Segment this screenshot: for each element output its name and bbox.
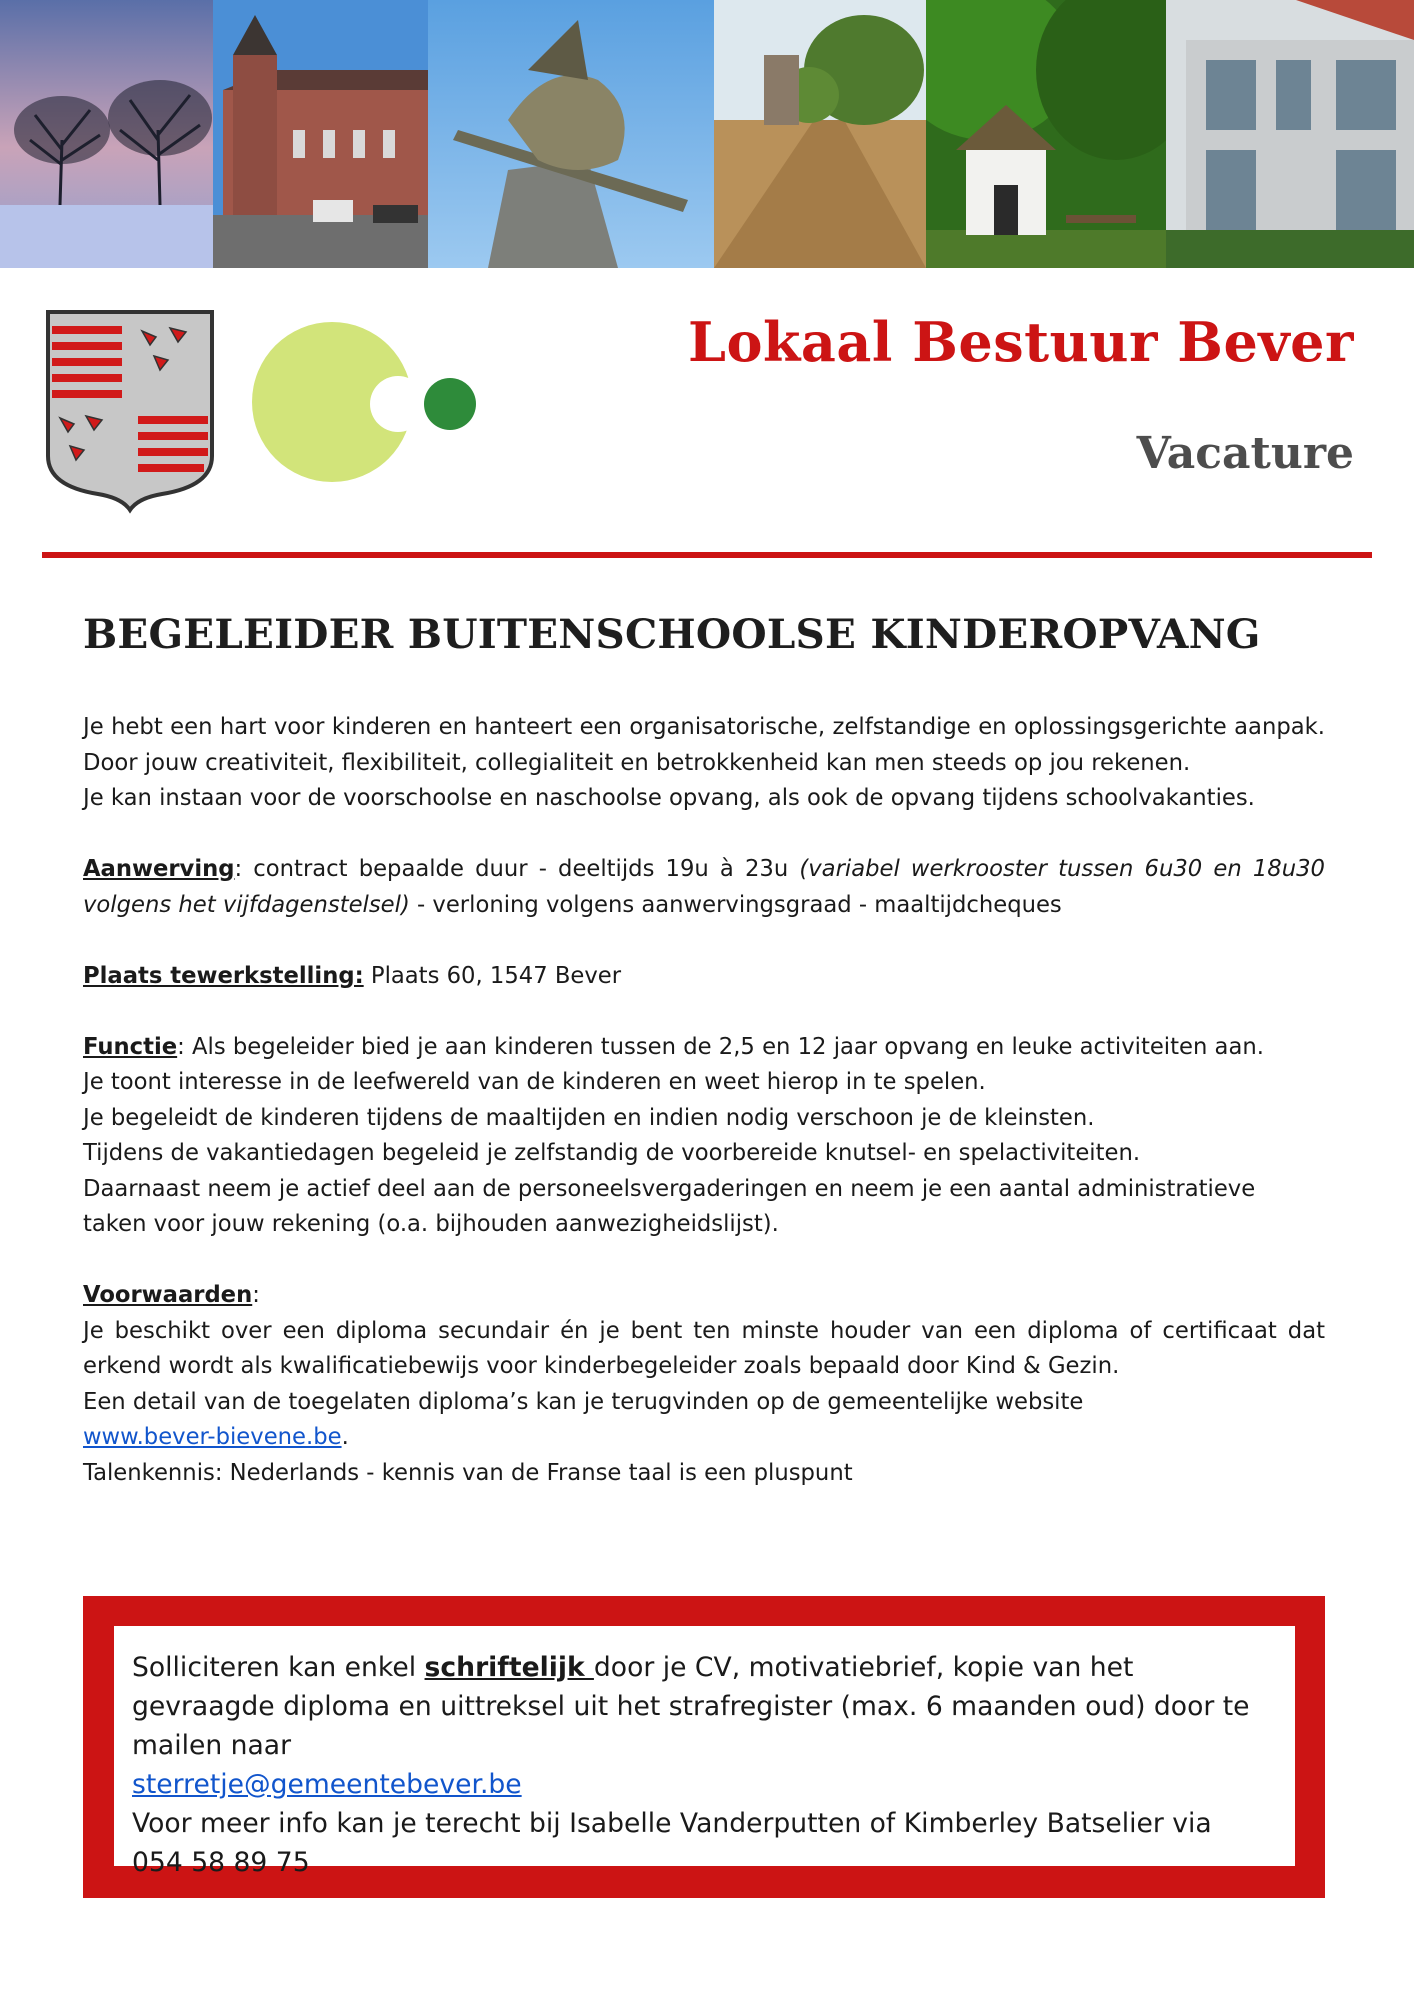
- apply-box: [114, 1626, 1295, 1878]
- intro-paragraph: Je hebt een hart voor kinderen en hanteert een organisatorische, zelfstandige en oplossingsgerichte aanpak. Door jouw creativiteit, flexibiliteit, collegialiteit en betrokkenheid kan men steeds op jou rekenen.: [83, 714, 1325, 776]
- plaats-text: Plaats 60, 1547 Bever: [363, 962, 622, 989]
- website-link[interactable]: www.bever-bievene.be: [83, 1424, 342, 1450]
- witch-statue-photo: [428, 0, 714, 268]
- plaats-label: Plaats tewerkstelling:: [83, 962, 364, 989]
- apply-text-b: door je CV, motivatiebrief, kopie van het gevraagde diploma en uittreksel uit het strafregister (max. 6 maanden oud) door te mailen naar: [132, 1652, 1250, 1761]
- aanwerving-paragraph: [83, 852, 1325, 923]
- document-type: Vacature: [1136, 428, 1354, 479]
- voorwaarden-diploma: Je beschikt over een diploma secundair én je bent ten minste houder van een diploma of certificaat dat erkend wordt als kwalificatiebewijs voor kinderbegeleider zoals bepaald door Kind & Gezin.: [83, 1317, 1325, 1379]
- windmill-field-photo: [714, 0, 926, 268]
- header-divider: [42, 552, 1372, 558]
- functie-label: Functie: [83, 1033, 178, 1060]
- functie-line: Je toont interesse in de leefwereld van de kinderen en weet hierop in te spelen.: [83, 1069, 986, 1095]
- voorwaarden-label: Voorwaarden: [83, 1282, 253, 1308]
- website-period: .: [341, 1424, 349, 1450]
- chapel-photo: [926, 0, 1166, 268]
- language-requirement: Talenkennis: Nederlands - kennis van de Franse taal is een pluspunt: [83, 1459, 853, 1486]
- vacancy-content: [83, 610, 1325, 1491]
- functie-line: : Als begeleider bied je aan kinderen tussen de 2,5 en 12 jaar opvang en leuke activiteiten aan.: [177, 1033, 1264, 1060]
- work-schedule-note: (variabel werkrooster tussen 6u30 en 18u30 volgens het vijfdagenstelsel): [83, 856, 1325, 918]
- voorwaarden-heading: [83, 1278, 1325, 1314]
- plaats-paragraph: [83, 959, 1325, 995]
- contact-info: Voor meer info kan je terecht bij Isabelle Vanderputten of Kimberley Batselier via: [132, 1808, 1212, 1839]
- winter-trees-photo: [0, 0, 213, 268]
- bever-logo-icon: [250, 312, 480, 492]
- apply-written-emphasis: schriftelijk: [424, 1652, 594, 1683]
- functie-line: Daarnaast neem je actief deel aan de personeelsvergaderingen en neem je een aantal administratieve taken voor jouw rekening (o.a. bijhouden aanwezigheidslijst).: [83, 1175, 1256, 1237]
- org-title: Lokaal Bestuur Bever: [688, 310, 1354, 374]
- contact-phone: 054 58 89 75: [132, 1847, 310, 1878]
- job-title: BEGELEIDER BUITENSCHOOLSE KINDEROPVANG: [83, 610, 1261, 658]
- email-link[interactable]: sterretje@gemeentebever.be: [132, 1769, 522, 1800]
- voorwaarden-website-row: [83, 1420, 1325, 1456]
- church-photo: [213, 0, 428, 268]
- apply-text-a: Solliciteren kan enkel: [132, 1652, 425, 1683]
- town-hall-photo: [1166, 0, 1414, 268]
- functie-line: Je begeleidt de kinderen tijdens de maaltijden en indien nodig verschoon je de kleinsten.: [83, 1104, 1095, 1131]
- municipal-crest-icon: [42, 306, 218, 514]
- photo-strip: [0, 0, 1414, 268]
- intro-paragraph-2: Je kan instaan voor de voorschoolse en naschoolse opvang, als ook de opvang tijdens schoolvakanties.: [83, 785, 1255, 811]
- aanwerving-text-2: - verloning volgens aanwervingsgraad - maaltijdcheques: [409, 891, 1062, 918]
- functie-paragraph: [83, 1030, 1325, 1066]
- aanwerving-label: Aanwerving: [83, 856, 235, 882]
- voorwaarden-colon: :: [252, 1282, 260, 1308]
- aanwerving-text: : contract bepaalde duur - deeltijds 19u à 23u: [234, 856, 800, 882]
- voorwaarden-website-line: Een detail van de toegelaten diploma’s kan je terugvinden op de gemeentelijke website: [83, 1388, 1084, 1415]
- apply-text: [132, 1648, 1277, 1765]
- functie-line: Tijdens de vakantiedagen begeleid je zelfstandig de voorbereide knutsel- en spelactiviteiten.: [83, 1140, 1141, 1166]
